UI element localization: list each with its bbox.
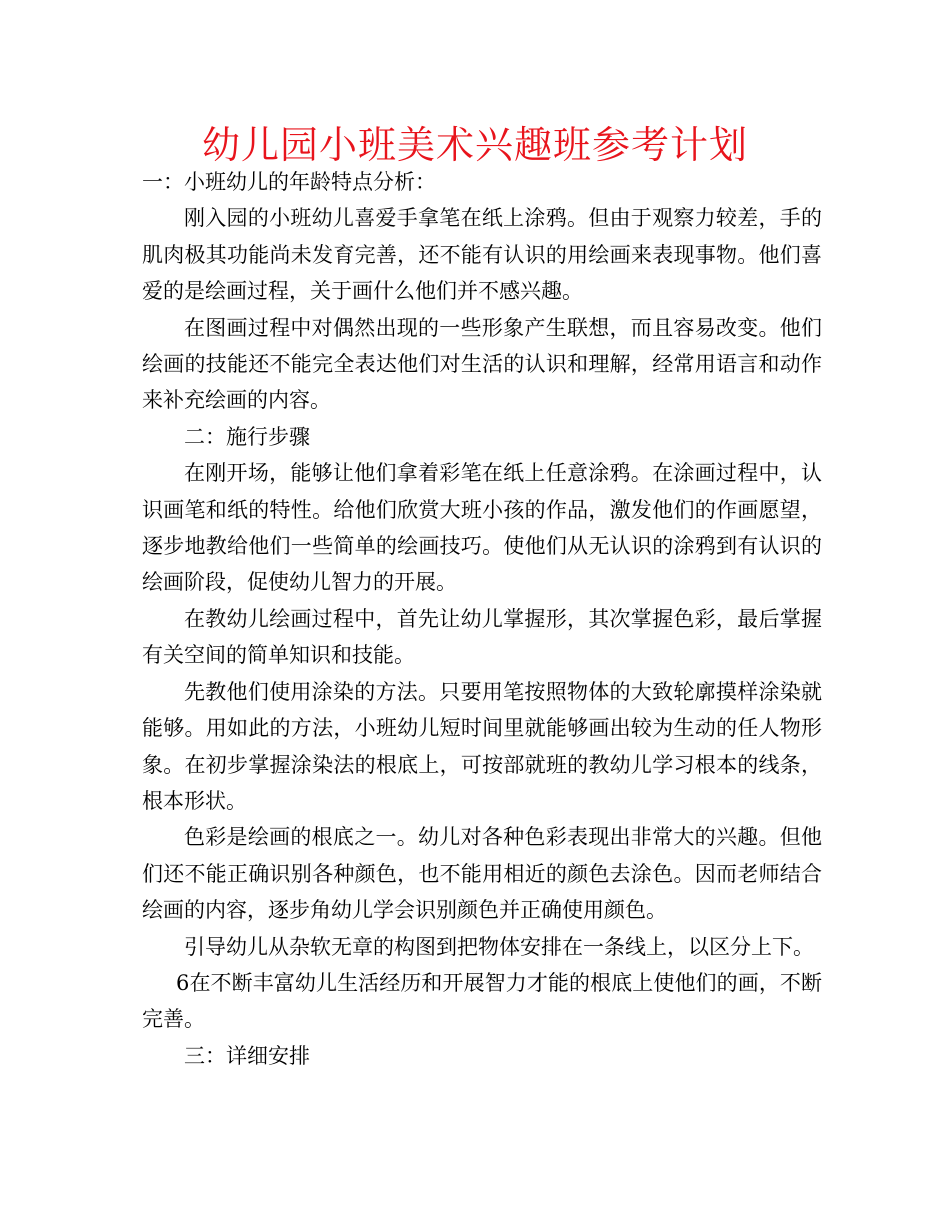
paragraph-6: 色彩是绘画的根底之一。幼儿对各种色彩表现出非常大的兴趣。但他们还不能正确识别各种颜色，也不能用相近的颜色去涂色。因而老师结合绘画的内容，逐步角幼儿学会识别颜色并正确使用颜色。 <box>142 825 822 923</box>
paragraph-4: 在教幼儿绘画过程中，首先让幼儿掌握形，其次掌握色彩，最后掌握有关空间的简单知识和技能。 <box>142 606 822 668</box>
document-title: 幼儿园小班美术兴趣班参考计划 <box>201 123 748 167</box>
document-body <box>142 164 822 1074</box>
paragraph-7: 引导幼儿从杂软无章的构图到把物体安排在一条线上，以区分上下。 <box>184 934 814 959</box>
section-heading-2: 二：施行步骤 <box>184 424 310 449</box>
section-heading-3: 三：详细安排 <box>184 1043 310 1068</box>
section-heading-1: 一：小班幼儿的年龄特点分析： <box>142 170 436 194</box>
paragraph-5: 先教他们使用涂染的方法。只要用笔按照物体的大致轮廓摸样涂染就能够。用如此的方法，小班幼儿短时间里就能够画出较为生动的任人物形象。在初步掌握涂染法的根底上，可按部就班的教幼儿学习根本的线条，根本形状。 <box>142 679 822 813</box>
paragraph-1: 刚入园的小班幼儿喜爱手拿笔在纸上涂鸦。但由于观察力较差，手的肌肉极其功能尚未发育完善，还不能有认识的用绘画来表现事物。他们喜爱的是绘画过程，关于画什么他们并不感兴趣。 <box>142 206 822 304</box>
paragraph-8: 6在不断丰富幼儿生活经历和开展智力才能的根底上使他们的画，不断完善。 <box>142 970 822 1032</box>
paragraph-3: 在刚开场，能够让他们拿着彩笔在纸上任意涂鸦。在涂画过程中，认识画笔和纸的特性。给他们欣赏大班小孩的作品，激发他们的作画愿望，逐步地教给他们一些简单的绘画技巧。使他们从无认识的涂鸦到有认识的绘画阶段，促使幼儿智力的开展。 <box>142 461 822 595</box>
paragraph-2: 在图画过程中对偶然出现的一些形象产生联想，而且容易改变。他们绘画的技能还不能完全表达他们对生活的认识和理解，经常用语言和动作来补充绘画的内容。 <box>142 315 822 413</box>
